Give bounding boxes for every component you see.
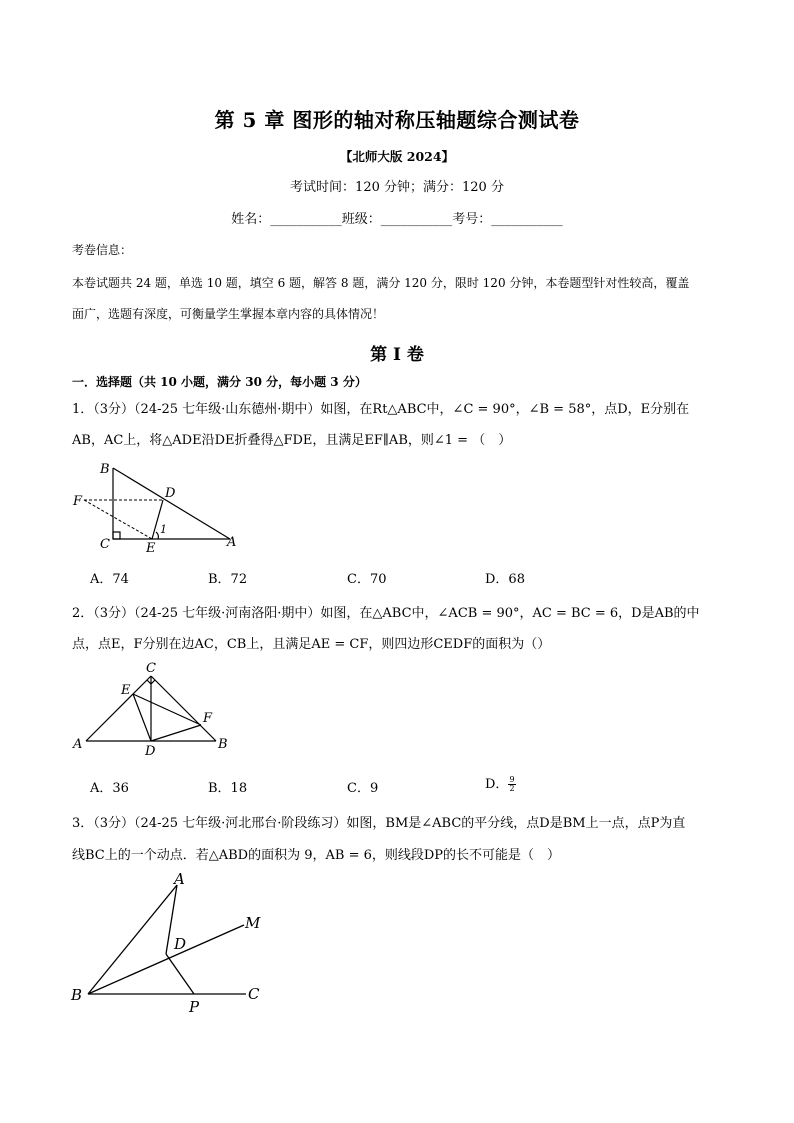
q2-option-a[interactable]: A．36 — [90, 781, 129, 796]
q2-option-d[interactable] — [485, 773, 516, 793]
q3-label-M: M — [245, 914, 261, 932]
document-title: 第 5 章 图形的轴对称压轴题综合测试卷 — [214, 108, 580, 132]
q1-label-E: E — [146, 541, 156, 556]
question-1-line-1: 1．（3分）（24-25 七年级·山东德州·期中）如图，在Rt△ABC中，∠C = 90°，∠B = 58°，点D，E分别在 — [72, 402, 690, 417]
q2-option-d-fraction — [508, 776, 515, 793]
q2-option-c[interactable]: C．9 — [347, 781, 379, 796]
q1-label-D: D — [165, 486, 176, 501]
q1-label-B: B — [100, 462, 110, 477]
question-2-figure — [70, 658, 240, 758]
name-class-id-line: 姓名：___________班级：___________考号：___________ — [231, 212, 563, 227]
question-3-line-2: 线BC上的一个动点．若△ABD的面积为 9，AB = 6，则线段DP的长不可能是（ ） — [72, 848, 561, 863]
q3-label-P: P — [189, 998, 200, 1016]
q1-label-A: A — [227, 535, 237, 550]
q2-label-E: E — [121, 683, 131, 698]
q1-option-a[interactable]: A．74 — [90, 572, 129, 587]
info-line-2: 面广，选题有深度，可衡量学生掌握本章内容的具体情况！ — [72, 307, 385, 321]
q2-label-D: D — [145, 744, 156, 759]
q3-label-D: D — [174, 935, 187, 953]
question-1-line-2: AB，AC上，将△ADE沿DE折叠得△FDE，且满足EF∥AB，则∠1 = （ ） — [72, 433, 512, 448]
question-2-line-1: 2．（3分）（24-25 七年级·河南洛阳·期中）如图，在△ABC中，∠ACB = 90°，AC = BC = 6，D是AB的中 — [72, 606, 700, 621]
q2-label-B: B — [218, 737, 228, 752]
question-1-figure — [70, 460, 240, 560]
fraction-denominator: 2 — [509, 784, 515, 793]
q2-label-F: F — [203, 711, 213, 726]
info-label: 考卷信息： — [72, 243, 133, 257]
q2-option-b[interactable]: B．18 — [208, 781, 248, 796]
q2-label-A: A — [73, 737, 83, 752]
q2-option-d-letter: D． — [485, 777, 509, 792]
q3-label-B: B — [71, 986, 83, 1004]
q3-label-A: A — [174, 870, 185, 888]
q1-label-C: C — [100, 537, 110, 552]
q1-option-b[interactable]: B．72 — [208, 572, 248, 587]
question-3-line-1: 3．（3分）（24-25 七年级·河北邢台·阶段练习）如图，BM是∠ABC的平分线，点D是BM上一点，点P为直 — [72, 816, 686, 831]
section-title: 第 I 卷 — [370, 345, 424, 365]
fraction-numerator: 9 — [509, 775, 515, 784]
q1-option-c[interactable]: C．70 — [347, 572, 387, 587]
question-2-line-2: 点，点E，F分别在边AC，CB上，且满足AE = CF，则四边形CEDF的面积为（） — [72, 637, 551, 652]
exam-info: 考试时间：120 分钟；满分：120 分 — [290, 180, 504, 195]
q1-option-d[interactable]: D．68 — [485, 572, 525, 587]
info-line-1: 本卷试题共 24 题，单选 10 题，填空 6 题，解答 8 题，满分 120 分，限时 120 分钟，本卷题型针对性较高，覆盖 — [72, 276, 690, 290]
question-3-figure — [68, 868, 278, 1018]
q2-label-C: C — [146, 661, 156, 676]
q1-label-F: F — [73, 494, 83, 509]
q1-label-1: 1 — [160, 523, 167, 536]
edition-label: 【北师大版 2024】 — [339, 149, 455, 164]
q3-label-C: C — [248, 985, 260, 1003]
section-heading: 一．选择题（共 10 小题，满分 30 分，每小题 3 分） — [72, 375, 367, 389]
